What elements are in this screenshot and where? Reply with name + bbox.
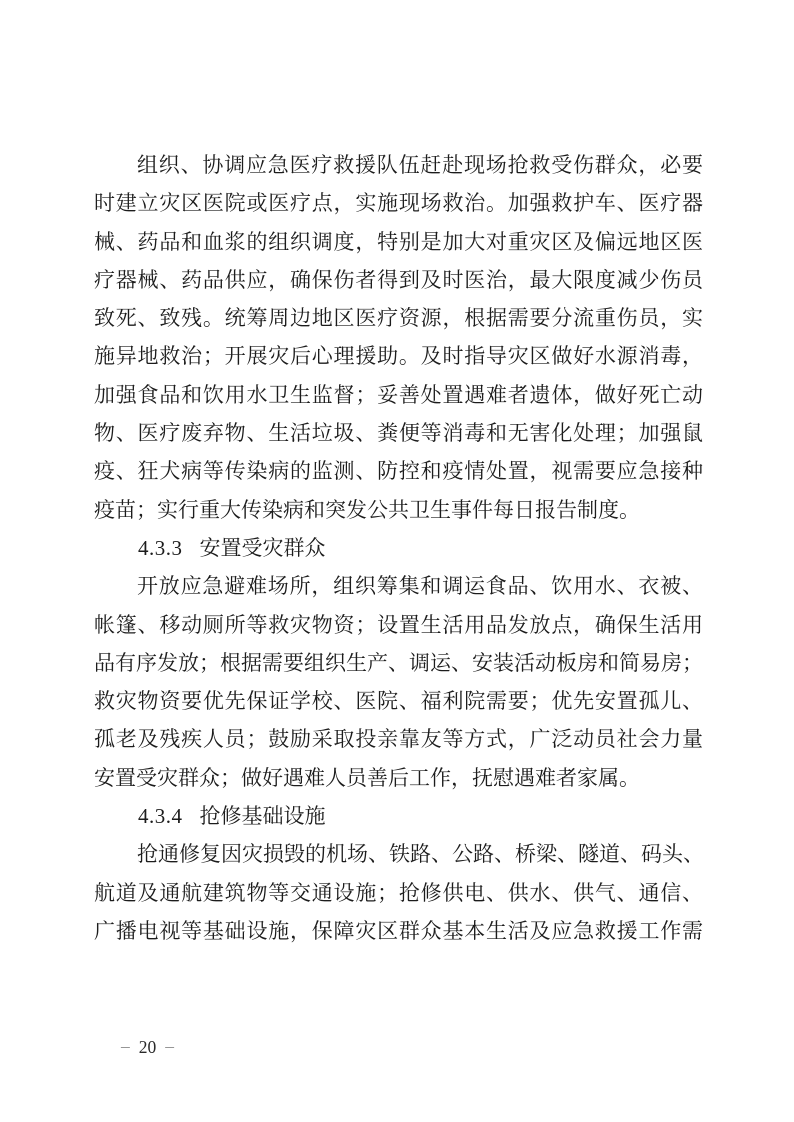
- text-line: 航道及通航建筑物等交通设施；抢修供电、供水、供气、通信、: [94, 880, 703, 905]
- text-line: 致死、致残。统筹周边地区医疗资源，根据需要分流重伤员，实: [94, 306, 703, 331]
- text-line: 开放应急避难场所，组织筹集和调运食品、饮用水、衣被、: [137, 574, 703, 599]
- text-line: 械、药品和血浆的组织调度，特别是加大对重灾区及偏远地区医: [94, 229, 703, 254]
- section-heading: [94, 529, 703, 567]
- section-heading: [94, 797, 703, 835]
- text-line: 孤老及残疾人员；鼓励采取投亲靠友等方式，广泛动员社会力量: [94, 727, 703, 752]
- text-line: 救灾物资要优先保证学校、医院、福利院需要；优先安置孤儿、: [94, 689, 703, 714]
- page-number-dash: –: [165, 1036, 174, 1056]
- text-line: 加强食品和饮用水卫生监督；妥善处置遇难者遗体，做好死亡动: [94, 382, 703, 407]
- text-line: 帐篷、移动厕所等救灾物资；设置生活用品发放点，确保生活用: [94, 612, 703, 637]
- text-line: 疗器械、药品供应，确保伤者得到及时医治，最大限度减少伤员: [94, 267, 703, 292]
- text-line: 时建立灾区医院或医疗点，实施现场救治。加强救护车、医疗器: [94, 191, 703, 216]
- page-number-value: 20: [138, 1037, 157, 1057]
- text-line: 安置受灾群众；做好遇难人员善后工作，抚慰遇难者家属。: [94, 765, 640, 790]
- text-line: 物、医疗废弃物、生活垃圾、粪便等消毒和无害化处理；加强鼠: [94, 421, 703, 446]
- text-line: 疫、狂犬病等传染病的监测、防控和疫情处置，视需要应急接种: [94, 459, 703, 484]
- text-line: 抢通修复因灾损毁的机场、铁路、公路、桥梁、隧道、码头、: [137, 842, 704, 867]
- text-line: 疫苗；实行重大传染病和突发公共卫生事件每日报告制度。: [94, 497, 640, 522]
- page-number: [121, 1034, 174, 1060]
- text-line: 组织、协调应急医疗救援队伍赶赴现场抢救受伤群众，必要: [137, 153, 703, 177]
- document-body: [94, 146, 703, 950]
- text-line: 广播电视等基础设施，保障灾区群众基本生活及应急救援工作需: [94, 918, 703, 943]
- section-number: 4.3.3: [138, 535, 183, 560]
- section-number: 4.3.4: [138, 804, 183, 829]
- section-title: 安置受灾群众: [199, 535, 326, 560]
- section-title: 抢修基础设施: [199, 804, 326, 829]
- page-number-dash: –: [121, 1036, 130, 1056]
- text-line: 施异地救治；开展灾后心理援助。及时指导灾区做好水源消毒，: [94, 344, 703, 369]
- text-line: 品有序发放；根据需要组织生产、调运、安装活动板房和简易房；: [94, 650, 703, 675]
